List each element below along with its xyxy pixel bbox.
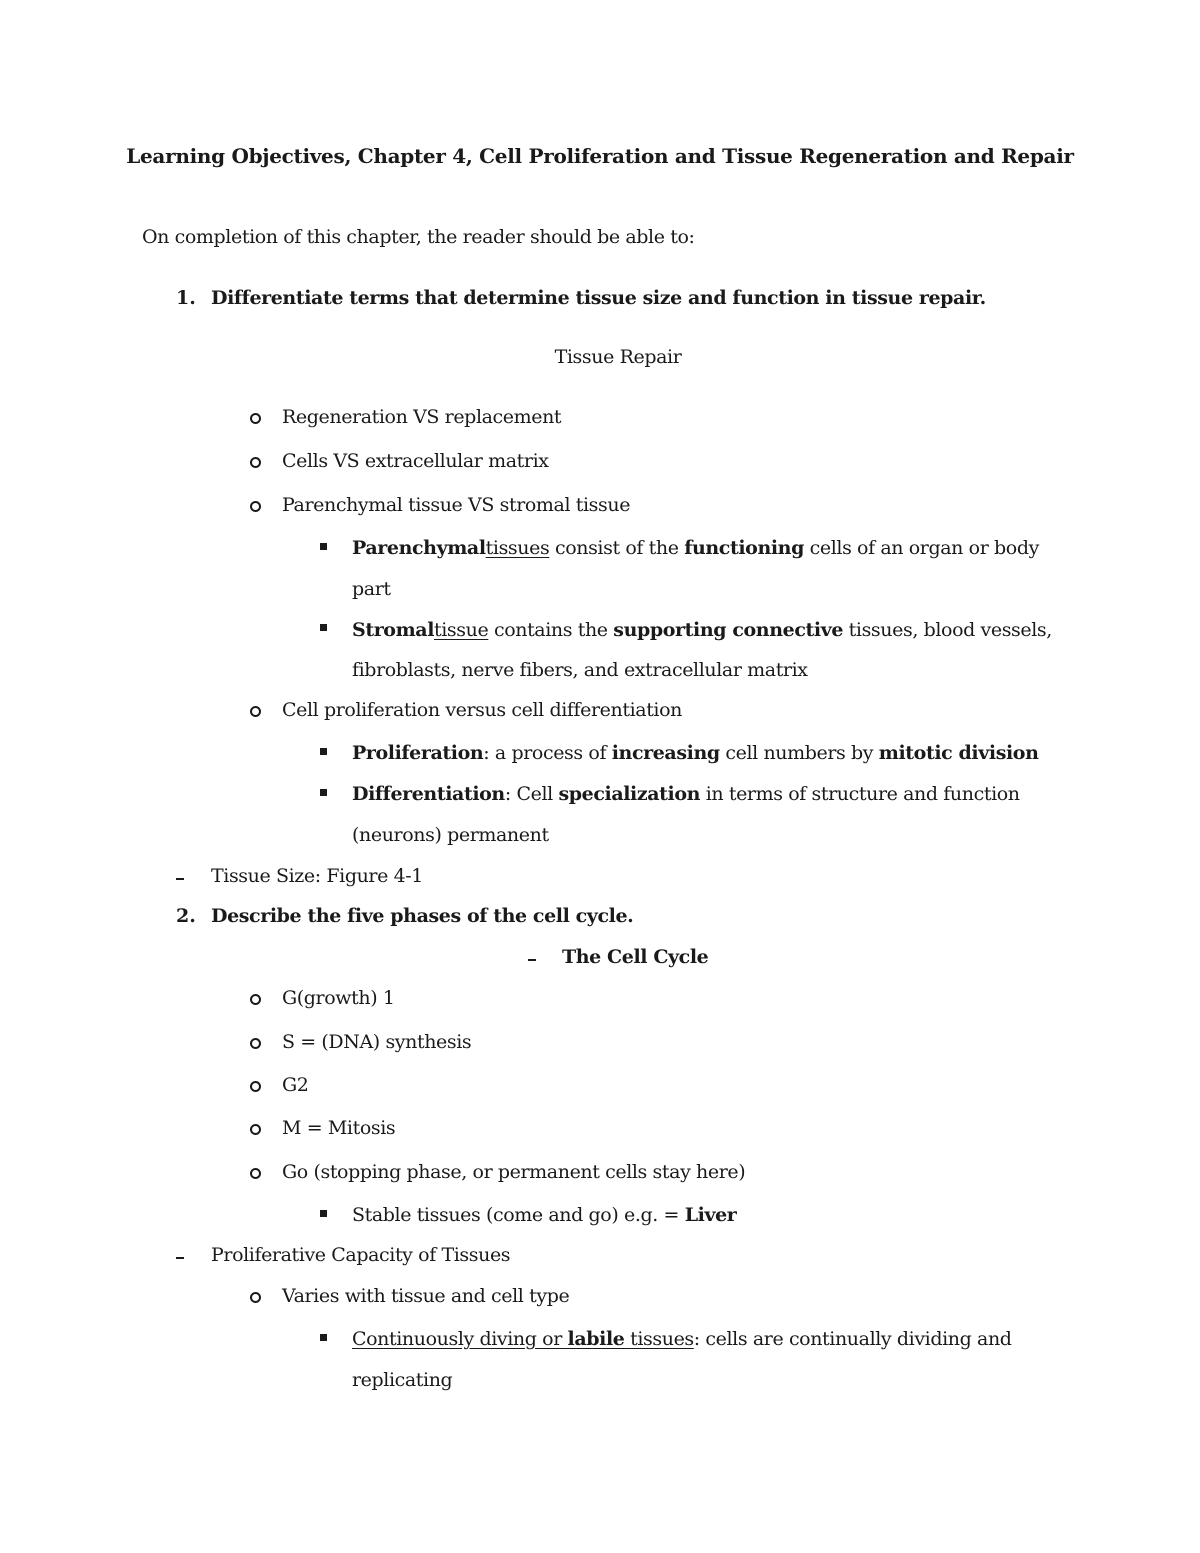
differentiation-bold-1: specialization [558, 783, 701, 805]
labile-underlined-bold: labile [567, 1328, 625, 1350]
differentiation-continuation: (neurons) permanent [352, 824, 549, 846]
proliferation-bold-2: mitotic division [878, 742, 1039, 764]
stable-bold: Liver [684, 1204, 737, 1226]
circle-bullet-icon [250, 1081, 261, 1092]
labile-continuation: replicating [352, 1369, 453, 1391]
differentiation-text-2: in terms of structure and function [700, 783, 1020, 805]
stable-text: Stable tissues (come and go) e.g. = [352, 1204, 685, 1226]
circle-bullet-icon [250, 501, 261, 512]
cycle-bullet-g2: G2 [282, 1074, 309, 1096]
differentiation-definition [352, 782, 1020, 806]
objective-2-number: 2. [176, 905, 196, 927]
proliferation-term: Proliferation [352, 742, 484, 764]
circle-bullet-icon [250, 1292, 261, 1303]
tissue-repair-heading: Tissue Repair [554, 346, 682, 368]
repair-bullet-2: Cells VS extracellular matrix [282, 450, 549, 472]
stromal-definition [352, 618, 1052, 642]
circle-bullet-icon [250, 1168, 261, 1179]
circle-bullet-icon [250, 1038, 261, 1049]
stromal-text-1: contains the [488, 619, 614, 641]
circle-bullet-icon [250, 994, 261, 1005]
parenchymal-underlined: tissues [485, 537, 550, 559]
stromal-term: Stromal [352, 619, 435, 641]
stable-tissues-line [352, 1203, 736, 1227]
repair-bullet-1: Regeneration VS replacement [282, 406, 562, 428]
labile-definition [352, 1327, 1012, 1351]
parenchymal-definition [352, 536, 1039, 560]
prolif-vs-diff: Cell proliferation versus cell differentiation [282, 699, 682, 721]
intro-text: On completion of this chapter, the reader should be able to: [142, 226, 695, 248]
tissue-size-line: Tissue Size: Figure 4-1 [211, 865, 423, 887]
parenchymal-bold: functioning [684, 537, 804, 559]
stromal-text-2: tissues, blood vessels, [843, 619, 1052, 641]
dash-bullet-icon [528, 959, 536, 961]
square-bullet-icon [320, 748, 327, 755]
prolif-capacity-line: Proliferative Capacity of Tissues [211, 1244, 511, 1266]
objective-2-text: Describe the five phases of the cell cycle. [211, 905, 634, 927]
circle-bullet-icon [250, 413, 261, 424]
cycle-bullet-s: S = (DNA) synthesis [282, 1031, 472, 1053]
labile-underlined-2: tissues [624, 1328, 694, 1350]
parenchymal-text-1: consist of the [549, 537, 685, 559]
square-bullet-icon [320, 1334, 327, 1341]
circle-bullet-icon [250, 457, 261, 468]
circle-bullet-icon [250, 1124, 261, 1135]
document-title: Learning Objectives, Chapter 4, Cell Proliferation and Tissue Regeneration and Repair [126, 144, 1074, 168]
circle-bullet-icon [250, 706, 261, 717]
cell-cycle-heading: The Cell Cycle [562, 946, 709, 968]
parenchymal-continuation: part [352, 578, 391, 600]
stromal-bold: supporting connective [613, 619, 844, 641]
square-bullet-icon [320, 624, 327, 631]
proliferation-text-1: : a process of [483, 742, 612, 764]
labile-underlined-1: Continuously diving or [352, 1328, 568, 1350]
proliferation-bold-1: increasing [611, 742, 720, 764]
differentiation-text-1: : Cell [504, 783, 559, 805]
square-bullet-icon [320, 543, 327, 550]
square-bullet-icon [320, 1210, 327, 1217]
repair-bullet-3: Parenchymal tissue VS stromal tissue [282, 494, 631, 516]
dash-bullet-icon [176, 878, 184, 880]
labile-text: : cells are continually dividing and [693, 1328, 1012, 1350]
varies-line: Varies with tissue and cell type [282, 1285, 570, 1307]
cycle-bullet-g1: G(growth) 1 [282, 987, 395, 1009]
objective-1-text: Differentiate terms that determine tissue size and function in tissue repair. [211, 287, 986, 309]
proliferation-definition [352, 741, 1039, 765]
square-bullet-icon [320, 789, 327, 796]
cycle-bullet-go: Go (stopping phase, or permanent cells stay here) [282, 1161, 746, 1183]
stromal-continuation: fibroblasts, nerve fibers, and extracellular matrix [352, 659, 808, 681]
proliferation-text-2: cell numbers by [719, 742, 879, 764]
differentiation-term: Differentiation [352, 783, 505, 805]
parenchymal-text-2: cells of an organ or body [803, 537, 1039, 559]
parenchymal-term: Parenchymal [352, 537, 486, 559]
stromal-underlined: tissue [434, 619, 489, 641]
objective-1-number: 1. [176, 287, 196, 309]
dash-bullet-icon [176, 1257, 184, 1259]
cycle-bullet-m: M = Mitosis [282, 1117, 396, 1139]
